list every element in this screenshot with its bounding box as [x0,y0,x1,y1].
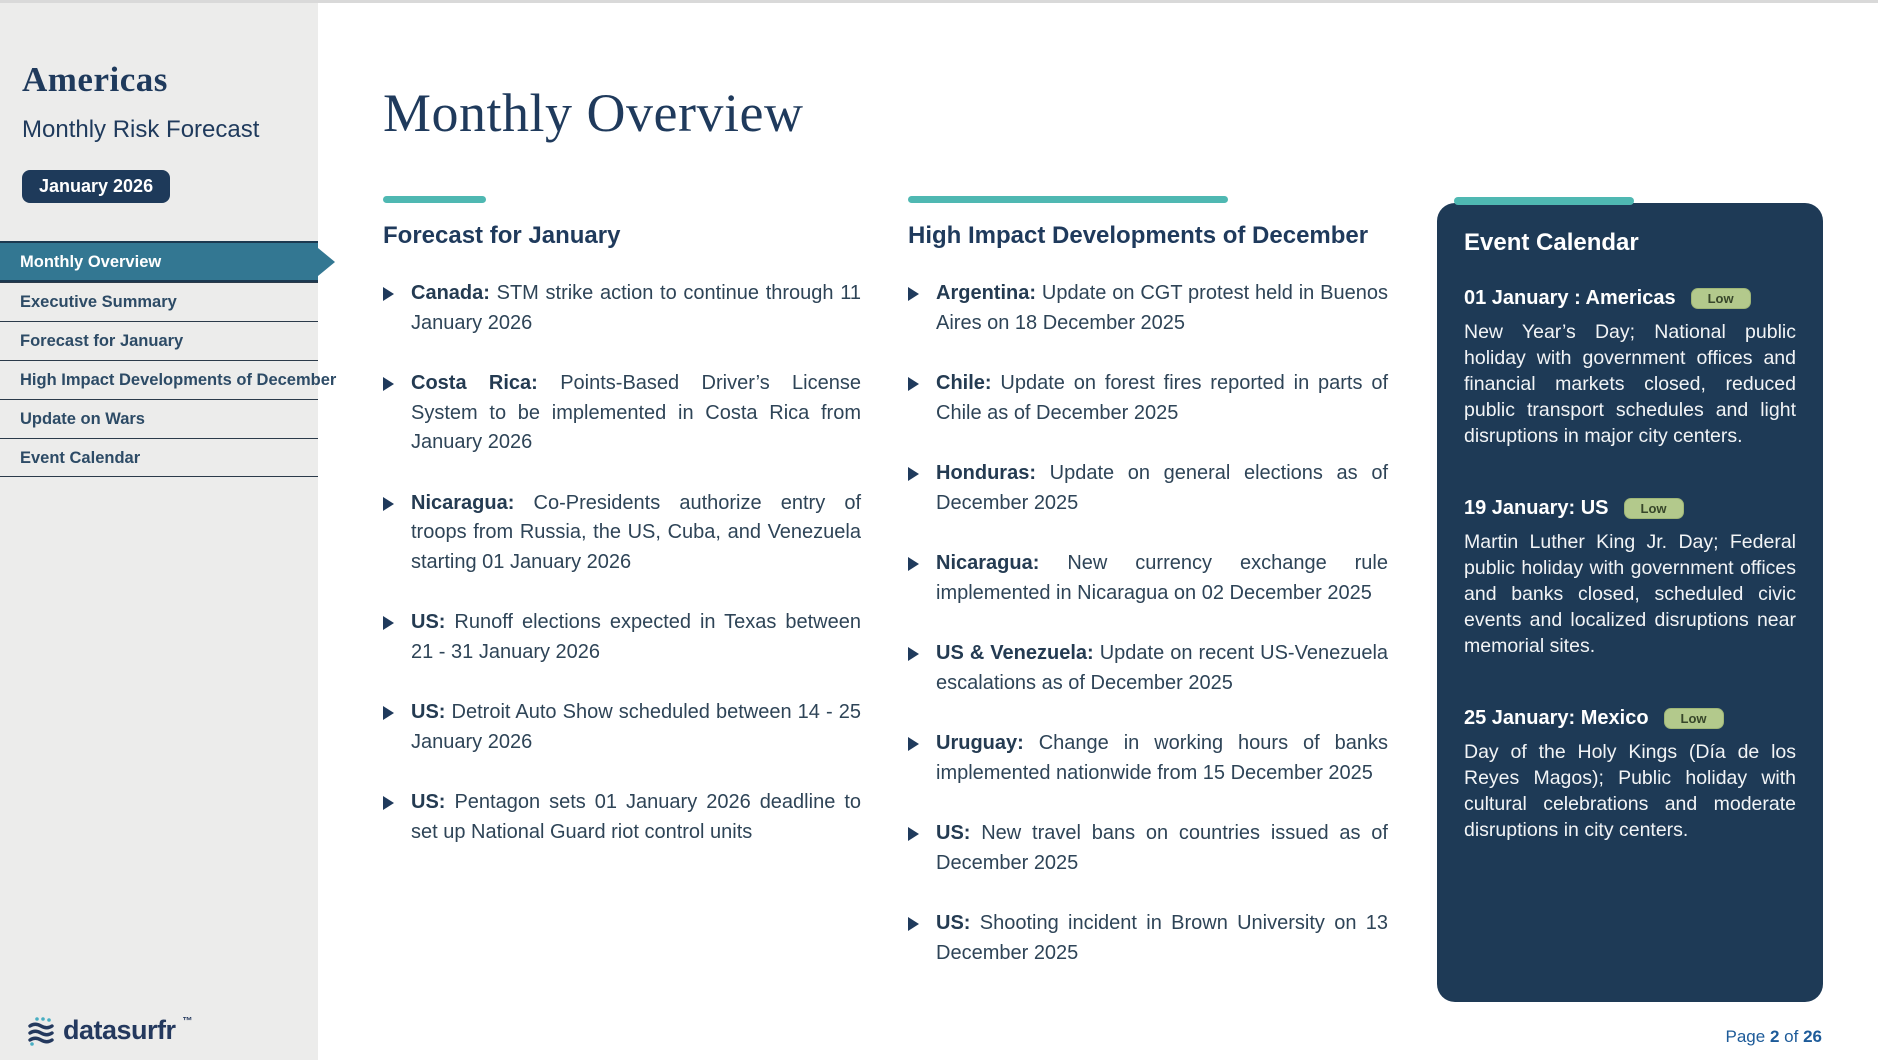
item-country: US: [411,611,446,633]
development-item [908,819,1388,878]
forecast-item [383,369,861,458]
item-country: US: [936,912,971,934]
item-text: New travel bans on countries issued as of December 2025 [936,822,1388,874]
development-item [908,729,1388,788]
bullet-triangle-icon [383,377,394,391]
forecast-item [383,489,861,578]
bullet-triangle-icon [908,827,919,841]
page-number-total: 26 [1803,1027,1822,1046]
sidebar-item-update-on-wars[interactable] [0,399,318,438]
development-item [908,279,1388,338]
forecast-heading: Forecast for January [383,222,621,249]
logo-trademark: ™ [182,1016,193,1027]
nav-label: Update on Wars [20,410,145,428]
sidebar [0,0,337,1060]
nav-label: Event Calendar [20,449,141,467]
nav-label: Executive Summary [20,293,177,311]
bullet-triangle-icon [383,287,394,301]
item-text: Co-Presidents authorize entry of troops from Russia, the US, Cuba, and Venezuela starting 01 January 2026 [411,491,861,573]
item-text: Shooting incident in Brown University on 13 December 2025 [936,912,1388,964]
item-country: Nicaragua: [936,552,1040,574]
item-country: Honduras: [936,462,1036,484]
item-text: STM strike action to continue through 11 January 2026 [411,282,861,334]
development-item [908,369,1388,428]
sidebar-nav [0,241,337,477]
active-pointer-icon [318,248,335,276]
forecast-column [383,196,861,878]
page-top-divider [0,0,1878,3]
item-text: Detroit Auto Show scheduled between 14 - 25 January 2026 [411,701,861,753]
item-country: US: [411,791,446,813]
report-subtitle: Monthly Risk Forecast [22,116,260,143]
event-calendar-card [1437,203,1823,1002]
item-text: Points-Based Driver’s License System to be implemented in Costa Rica from January 2026 [411,372,861,453]
nav-label: Forecast for January [20,332,184,350]
event-description: Martin Luther King Jr. Day; Federal public holiday with government offices and banks closed, scheduled civic events and localized disruptions near memorial sites. [1464,531,1796,657]
region-title: Americas [22,60,168,99]
forecast-item [383,788,861,847]
bullet-triangle-icon [908,287,919,301]
page-number-current: 2 [1769,1027,1780,1046]
bullet-triangle-icon [908,917,919,931]
logo-wordmark: datasurfr [63,1015,176,1045]
page-number [1726,1027,1822,1047]
page-number-prefix: Page [1725,1027,1766,1046]
sidebar-header [0,0,318,203]
bullet-triangle-icon [908,647,919,661]
item-country: Chile: [936,372,992,394]
period-badge: January 2026 [22,170,170,203]
calendar-event [1464,707,1796,843]
sidebar-item-executive-summary[interactable] [0,282,318,321]
item-text: Update on recent US-Venezuela escalations as of December 2025 [936,642,1389,694]
item-text: Update on CGT protest held in Buenos Aires on 18 December 2025 [936,282,1388,334]
bullet-triangle-icon [908,377,919,391]
bullet-triangle-icon [383,796,394,810]
development-item [908,459,1388,518]
event-calendar-heading: Event Calendar [1464,229,1639,256]
datasurfr-logo [28,1015,193,1046]
sidebar-item-event-calendar[interactable] [0,438,318,477]
nav-label: High Impact Developments of December [20,371,337,389]
item-country: US: [936,822,971,844]
item-country: US: [411,701,446,723]
forecast-item [383,279,861,338]
sidebar-item-high-impact-developments[interactable] [0,360,337,399]
page-number-of: of [1784,1027,1799,1046]
main-content [318,0,1878,1060]
item-country: US & Venezuela: [936,642,1094,664]
item-country: Costa Rica: [411,372,538,394]
item-text: Runoff elections expected in Texas between 21 - 31 January 2026 [411,611,861,663]
page-title: Monthly Overview [383,83,804,143]
severity-badge: Low [1691,288,1751,309]
teal-accent-bar [383,196,486,203]
item-text: Pentagon sets 01 January 2026 deadline to set up National Guard riot control units [411,791,861,843]
event-date: 01 January : Americas [1464,287,1676,309]
item-country: Nicaragua: [411,491,515,514]
teal-accent-bar [908,196,1228,203]
event-date: 19 January: US [1464,497,1609,519]
development-item [908,639,1388,698]
item-country: Uruguay: [936,732,1024,754]
sidebar-item-forecast-for-january[interactable] [0,321,318,360]
bullet-triangle-icon [908,467,919,481]
forecast-item [383,608,861,667]
item-text: Update on forest fires reported in parts of Chile as of December 2025 [936,372,1388,424]
item-text: Change in working hours of banks implemented nationwide from 15 December 2025 [936,732,1388,784]
development-item [908,549,1388,608]
nav-label: Monthly Overview [20,253,162,271]
item-country: Canada: [411,282,490,304]
severity-badge: Low [1624,498,1684,519]
severity-badge: Low [1664,708,1724,729]
developments-heading: High Impact Developments of December [908,222,1369,249]
forecast-item [383,698,861,757]
calendar-event [1464,287,1796,449]
item-country: Argentina: [936,282,1036,304]
item-text: Update on general elections as of December 2025 [936,462,1388,514]
event-date: 25 January: Mexico [1464,707,1649,729]
bullet-triangle-icon [908,557,919,571]
developments-column [908,196,1388,999]
teal-accent-bar [1454,197,1634,205]
bullet-triangle-icon [383,497,394,511]
sidebar-item-monthly-overview[interactable] [0,241,318,282]
item-text: New currency exchange rule implemented in Nicaragua on 02 December 2025 [936,552,1388,604]
bullet-triangle-icon [383,706,394,720]
bullet-triangle-icon [908,737,919,751]
event-description: New Year’s Day; National public holiday with government offices and financial markets closed, reduced public transport schedules and light disruptions in major city centers. [1464,321,1796,447]
calendar-event [1464,497,1796,659]
bullet-triangle-icon [383,616,394,630]
development-item [908,909,1388,968]
waves-logo-icon [28,1016,56,1046]
event-description: Day of the Holy Kings (Día de los Reyes Magos); Public holiday with cultural celebrations and moderate disruptions in city centers. [1464,741,1796,841]
